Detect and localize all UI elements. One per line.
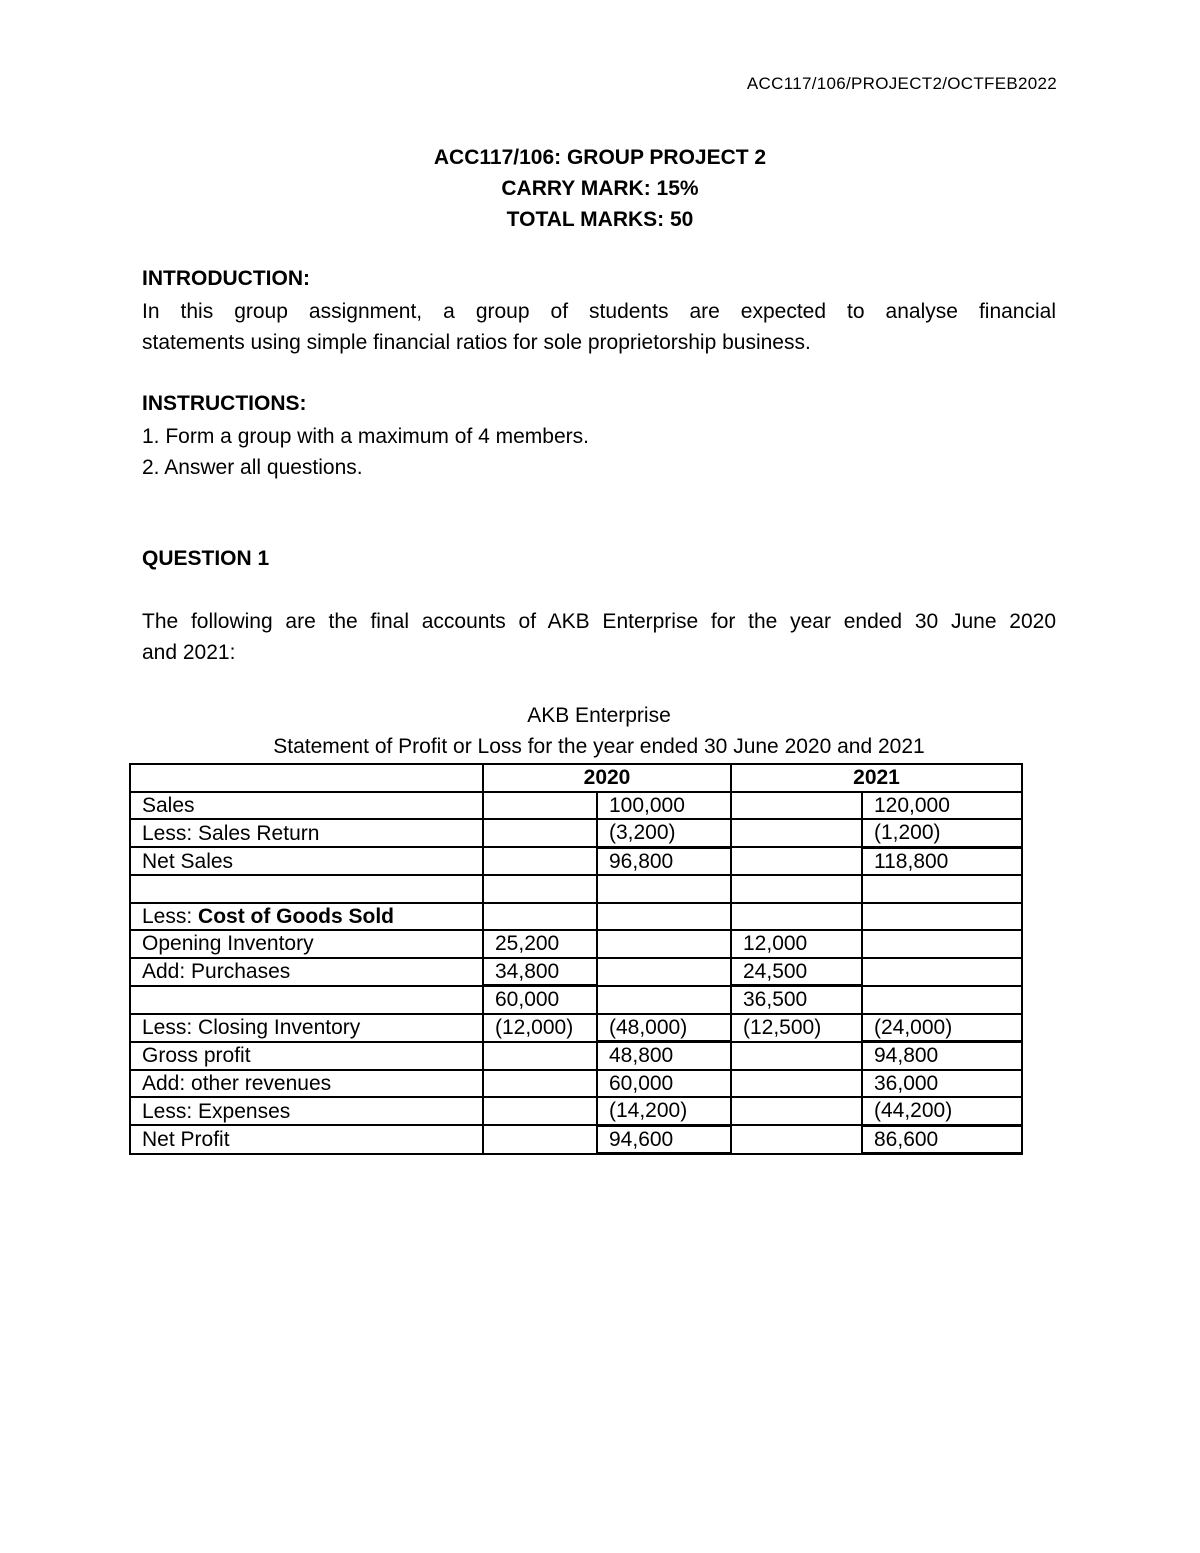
- row-label: Add: other revenues: [130, 1070, 483, 1098]
- introduction-heading: INTRODUCTION:: [142, 267, 310, 290]
- table-row: [130, 1042, 1022, 1070]
- page-code: ACC117/106/PROJECT2/OCTFEB2022: [746, 74, 1057, 93]
- cell: [483, 819, 597, 847]
- cell: [731, 847, 862, 875]
- row-label: Net Profit: [130, 1125, 483, 1154]
- cell: [483, 1042, 597, 1070]
- cell: [597, 875, 731, 903]
- question-line: and 2021:: [142, 641, 236, 664]
- row-label: [130, 903, 483, 931]
- introduction-text: [142, 296, 1056, 358]
- cell: 48,800: [597, 1042, 731, 1070]
- question-heading: QUESTION 1: [142, 547, 270, 570]
- cell: [483, 903, 597, 931]
- table-row: [130, 930, 1022, 958]
- cell: 96,800: [597, 847, 731, 875]
- cell: (24,000): [862, 1014, 1022, 1042]
- cell: 94,800: [862, 1042, 1022, 1070]
- header-blank: [130, 764, 483, 792]
- cell: 12,000: [731, 930, 862, 958]
- cell: [731, 903, 862, 931]
- row-label: [130, 986, 483, 1014]
- row-label: Less: Expenses: [130, 1097, 483, 1125]
- cell: 118,800: [862, 847, 1022, 875]
- row-label: Gross profit: [130, 1042, 483, 1070]
- table-row: [130, 958, 1022, 986]
- label-bold: Cost of Goods Sold: [198, 904, 395, 928]
- cell: 94,600: [597, 1125, 731, 1154]
- profit-loss-table: [129, 763, 1023, 1155]
- row-label: Add: Purchases: [130, 958, 483, 986]
- project-title: ACC117/106: GROUP PROJECT 2: [433, 146, 767, 169]
- cell: (3,200): [597, 819, 731, 847]
- introduction-line: In this group assignment, a group of students are expected to analyse financial: [142, 300, 1056, 323]
- question-line: The following are the final accounts of AKB Enterprise for the year ended 30 June 2020: [142, 610, 1056, 633]
- year-header-2021: 2021: [731, 764, 1022, 792]
- row-label: Net Sales: [130, 847, 483, 875]
- cell: [731, 1042, 862, 1070]
- cell: [483, 1125, 597, 1154]
- cell: (14,200): [597, 1097, 731, 1125]
- row-label: [130, 875, 483, 903]
- row-label: Opening Inventory: [130, 930, 483, 958]
- table-row: [130, 819, 1022, 847]
- carry-mark: CARRY MARK: 15%: [501, 177, 699, 200]
- row-label: Less: Closing Inventory: [130, 1014, 483, 1042]
- cell: [862, 958, 1022, 986]
- cell: 34,800: [483, 958, 597, 986]
- cell: [731, 1097, 862, 1125]
- cell: [483, 875, 597, 903]
- table-row: [130, 1070, 1022, 1098]
- table-row: [130, 986, 1022, 1014]
- question-text: [142, 606, 1056, 668]
- instructions-heading: INSTRUCTIONS:: [142, 392, 307, 415]
- total-marks: TOTAL MARKS: 50: [506, 208, 694, 231]
- row-label: Less: Sales Return: [130, 819, 483, 847]
- table-row: [130, 1125, 1022, 1154]
- cell: [597, 958, 731, 986]
- statement-title: Statement of Profit or Loss for the year ended 30 June 2020 and 2021: [273, 735, 925, 758]
- company-name: AKB Enterprise: [527, 704, 671, 727]
- introduction-line: statements using simple financial ratios for sole proprietorship business.: [142, 331, 811, 354]
- cell: (12,000): [483, 1014, 597, 1042]
- cell: [483, 1070, 597, 1098]
- table-row: [130, 1097, 1022, 1125]
- cell: (44,200): [862, 1097, 1022, 1125]
- cell: 60,000: [483, 986, 597, 1014]
- cell: 25,200: [483, 930, 597, 958]
- table-row: [130, 1014, 1022, 1042]
- cell: 24,500: [731, 958, 862, 986]
- cell: [731, 792, 862, 820]
- cell: [597, 986, 731, 1014]
- cell: [483, 847, 597, 875]
- label-prefix: Less:: [142, 904, 199, 928]
- cell: [597, 930, 731, 958]
- cell: 100,000: [597, 792, 731, 820]
- cell: 86,600: [862, 1125, 1022, 1154]
- cell: [483, 792, 597, 820]
- title-block: [0, 142, 1200, 235]
- table-row: [130, 792, 1022, 820]
- cell: (12,500): [731, 1014, 862, 1042]
- instruction-item: 2. Answer all questions.: [142, 456, 363, 479]
- cell: [483, 1097, 597, 1125]
- cell: [597, 903, 731, 931]
- cell: 36,000: [862, 1070, 1022, 1098]
- table-row: [130, 875, 1022, 903]
- cell: 60,000: [597, 1070, 731, 1098]
- cell: 120,000: [862, 792, 1022, 820]
- cell: (48,000): [597, 1014, 731, 1042]
- table-row: [130, 903, 1022, 931]
- cell: [862, 903, 1022, 931]
- row-label: Sales: [130, 792, 483, 820]
- cell: [862, 986, 1022, 1014]
- cell: (1,200): [862, 819, 1022, 847]
- cell: [731, 875, 862, 903]
- cell: [862, 930, 1022, 958]
- statement-heading: [130, 700, 1068, 762]
- cell: [862, 875, 1022, 903]
- cell: [731, 819, 862, 847]
- table-row: [130, 847, 1022, 875]
- cell: [731, 1070, 862, 1098]
- table-header-row: [130, 764, 1022, 792]
- instructions-list: [142, 421, 1056, 483]
- cell: [731, 1125, 862, 1154]
- year-header-2020: 2020: [483, 764, 731, 792]
- cell: 36,500: [731, 986, 862, 1014]
- instruction-item: 1. Form a group with a maximum of 4 members.: [142, 425, 589, 448]
